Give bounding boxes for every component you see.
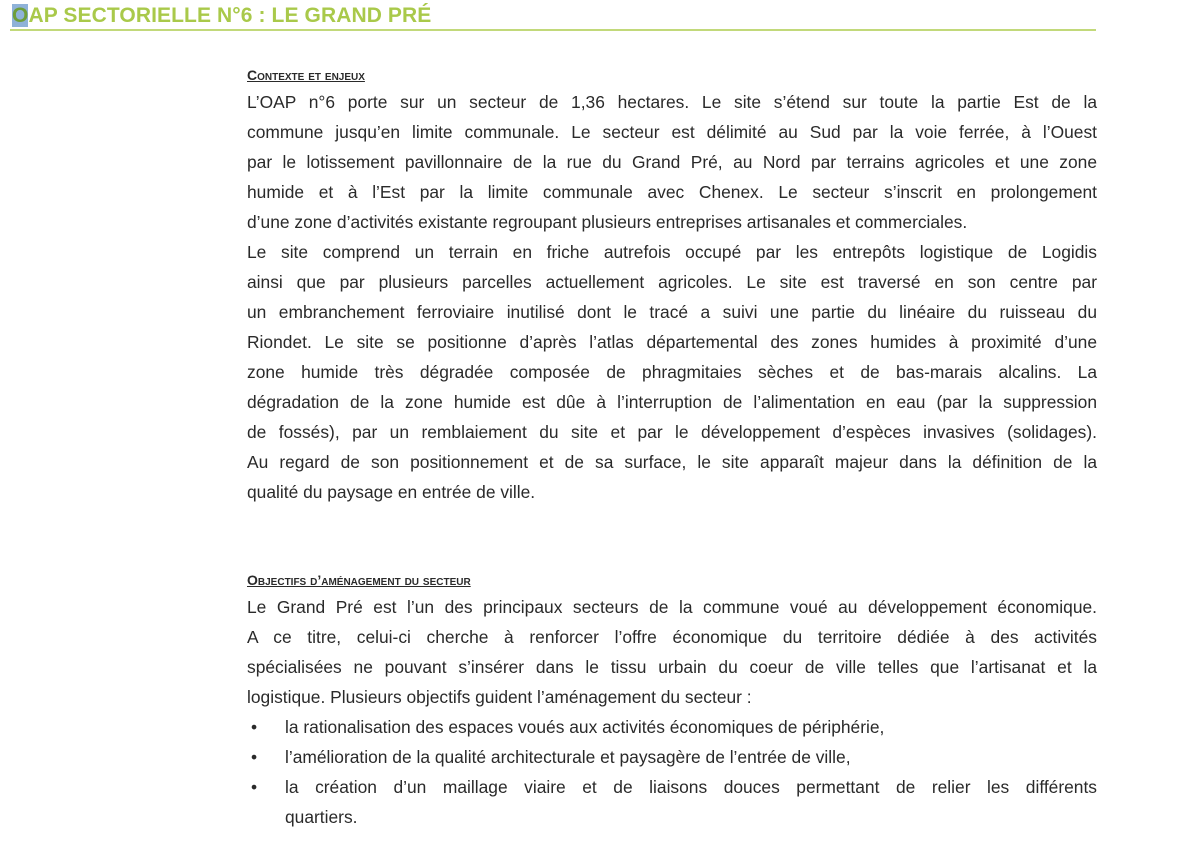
bullet-item bbox=[247, 712, 1097, 742]
title-underline-rule bbox=[10, 29, 1096, 31]
paragraph-line: A ce titre, celui-ci cherche à renforcer l’offre économique du territoire dédiée à des activités bbox=[247, 627, 1097, 647]
paragraph-line: commune jusqu’en limite communale. Le secteur est délimité au Sud par la voie ferrée, à l’Ouest bbox=[247, 122, 1097, 142]
paragraph-line: qualité du paysage en entrée de ville. bbox=[247, 482, 536, 502]
bullet-text: quartiers. bbox=[285, 807, 358, 827]
section-heading: Contexte et enjeux bbox=[247, 67, 365, 83]
bullet-icon: • bbox=[251, 717, 258, 737]
bullet-item bbox=[247, 742, 1097, 772]
paragraph-line: dégradation de la zone humide est dûe à l’interruption de l’alimentation en eau (par la suppression bbox=[247, 392, 1097, 412]
paragraph-line: Au regard de son positionnement et de sa surface, le site apparaît majeur dans la définition de la bbox=[247, 452, 1097, 472]
paragraph-line: Le Grand Pré est l’un des principaux secteurs de la commune voué au développement économique. bbox=[247, 597, 1097, 617]
bullet-icon: • bbox=[251, 747, 258, 767]
paragraph-line: de fossés), par un remblaiement du site et par le développement d’espèces invasives (solidages). bbox=[247, 422, 1097, 442]
section-heading: Objectifs d’aménagement du secteur bbox=[247, 572, 471, 588]
bullet-item bbox=[247, 772, 1097, 802]
paragraph-line: spécialisées ne pouvant s’insérer dans le tissu urbain du coeur de ville telles que l’artisanat et la bbox=[247, 657, 1097, 677]
text-selection-highlight[interactable]: O bbox=[12, 4, 29, 27]
paragraph-line: Riondet. Le site se positionne d’après l’atlas départemental des zones humides à proximité d’une bbox=[247, 332, 1097, 352]
section-contexte bbox=[247, 63, 1097, 507]
paragraph-line: Le site comprend un terrain en friche autrefois occupé par les entrepôts logistique de Logidis bbox=[247, 242, 1097, 262]
bullet-icon: • bbox=[251, 777, 258, 797]
page-title bbox=[12, 4, 431, 28]
paragraph-line: un embranchement ferroviaire inutilisé dont le tracé a suivi une partie du linéaire du ruisseau du bbox=[247, 302, 1097, 322]
paragraph-line: logistique. Plusieurs objectifs guident l’aménagement du secteur : bbox=[247, 687, 752, 707]
bullet-continuation bbox=[247, 802, 1097, 832]
paragraph-line: humide et à l’Est par la limite communale avec Chenex. Le secteur s’inscrit en prolongement bbox=[247, 182, 1097, 202]
paragraph-line: par le lotissement pavillonnaire de la rue du Grand Pré, au Nord par terrains agricoles et une zone bbox=[247, 152, 1097, 172]
bullet-text: la création d’un maillage viaire et de liaisons douces permettant de relier les différents bbox=[285, 777, 1097, 797]
paragraph-line: zone humide très dégradée composée de phragmitaies sèches et de bas-marais alcalins. La bbox=[247, 362, 1097, 382]
paragraph-line: d’une zone d’activités existante regroupant plusieurs entreprises artisanales et commerciales. bbox=[247, 212, 968, 232]
page-title-text: AP SECTORIELLE N°6 : LE GRAND PRÉ bbox=[28, 4, 432, 27]
bullet-text: la rationalisation des espaces voués aux activités économiques de périphérie, bbox=[285, 717, 885, 737]
paragraph-line: L’OAP n°6 porte sur un secteur de 1,36 hectares. Le site s’étend sur toute la partie Est de la bbox=[247, 92, 1097, 112]
bullet-text: l’amélioration de la qualité architecturale et paysagère de l’entrée de ville, bbox=[285, 747, 851, 767]
paragraph-line: ainsi que par plusieurs parcelles actuellement agricoles. Le site est traversé en son centre par bbox=[247, 272, 1097, 292]
section-objectifs bbox=[247, 568, 1097, 832]
